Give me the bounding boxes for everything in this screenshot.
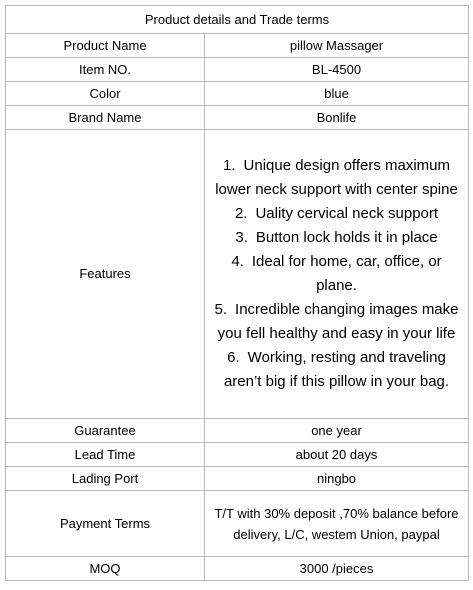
feature-item (209, 154, 464, 202)
table-row (6, 130, 469, 419)
lead-time-value: about 20 days (205, 443, 469, 467)
lead-time-label: Lead Time (6, 443, 205, 467)
product-name-label: Product Name (6, 34, 205, 58)
table-row (6, 467, 469, 491)
color-label: Color (6, 82, 205, 106)
brand-name-label: Brand Name (6, 106, 205, 130)
feature-text: Uality cervical neck support (255, 205, 439, 222)
lading-port-label: Lading Port (6, 467, 205, 491)
payment-terms-value (205, 491, 469, 557)
table-row (6, 34, 469, 58)
product-spec-table (5, 5, 469, 581)
moq-value: 3000 /pieces (205, 557, 469, 581)
feature-text: Incredible changing images make you fell healthy and easy in your life (217, 301, 459, 342)
feature-number: 5. (214, 301, 228, 318)
lading-port-value: ningbo (205, 467, 469, 491)
feature-item (209, 226, 464, 250)
table-title: Product details and Trade terms (6, 6, 469, 34)
feature-item (209, 298, 464, 346)
guarantee-label: Guarantee (6, 419, 205, 443)
payment-terms-label: Payment Terms (6, 491, 205, 557)
table-row (6, 82, 469, 106)
feature-number: 1. (223, 157, 236, 174)
features-label: Features (6, 130, 205, 419)
brand-name-value: Bonlife (205, 106, 469, 130)
item-no-label: Item NO. (6, 58, 205, 82)
item-no-value: BL-4500 (205, 58, 469, 82)
table-row (6, 557, 469, 581)
table-row (6, 419, 469, 443)
color-value: blue (205, 82, 469, 106)
feature-number: 3. (235, 229, 248, 246)
table-row (6, 106, 469, 130)
table-row (6, 491, 469, 557)
payment-terms-text: T/T with 30% deposit ,70% balance before delivery, L/C, westem Union, paypal (214, 505, 459, 542)
feature-item (209, 250, 464, 298)
feature-text: Working, resting and traveling aren’t big if this pillow in your bag. (223, 349, 450, 390)
moq-label: MOQ (6, 557, 205, 581)
table-row (6, 443, 469, 467)
product-name-value: pillow Massager (205, 34, 469, 58)
feature-number: 6. (227, 349, 240, 366)
feature-number: 4. (231, 253, 244, 270)
feature-text: Ideal for home, car, office, or plane. (251, 253, 442, 294)
guarantee-value: one year (205, 419, 469, 443)
table-row (6, 58, 469, 82)
feature-item (209, 202, 464, 226)
feature-text: Button lock holds it in place (255, 229, 438, 246)
feature-item (209, 346, 464, 394)
features-list (205, 130, 469, 419)
feature-number: 2. (234, 205, 248, 222)
feature-text: Unique design offers maximum lower neck support with center spine (215, 157, 458, 198)
